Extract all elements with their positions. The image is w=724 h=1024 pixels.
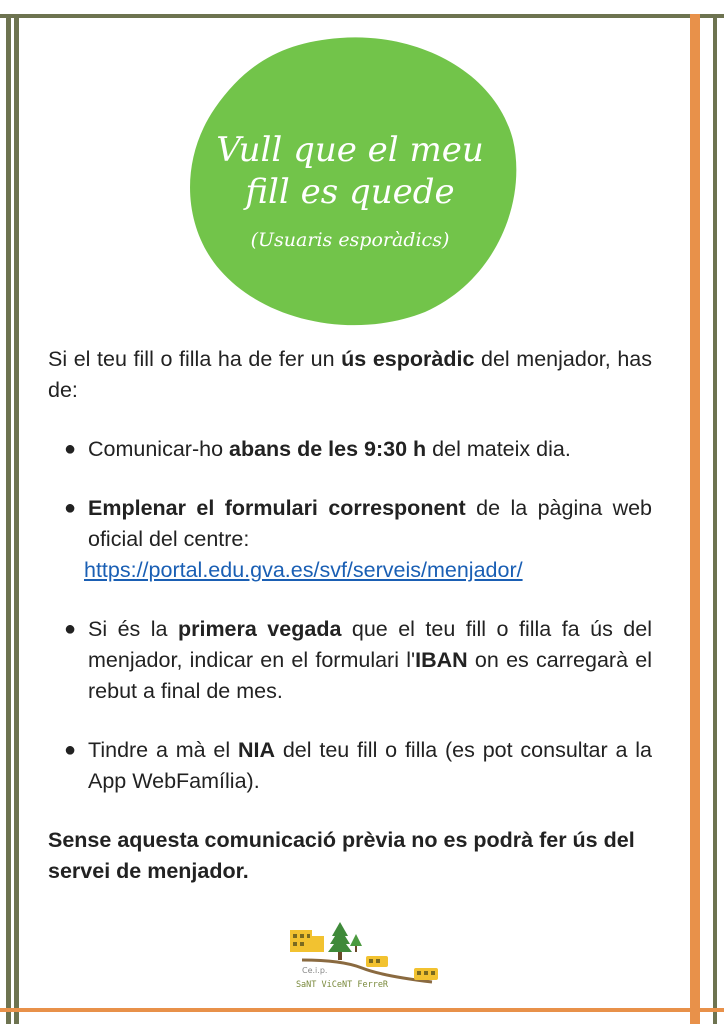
item-bold: Emplenar el formulari corresponent <box>88 496 466 520</box>
logo-ceip-label: Ce.i.p. <box>302 966 328 975</box>
item-text-end: on es carregarà el rebut a final de mes. <box>88 648 652 703</box>
intro-text-end: del menjador, has de: <box>48 347 652 402</box>
item-text: Comunicar-ho <box>88 437 229 461</box>
page-subtitle: (Usuaris esporàdics) <box>250 229 450 251</box>
intro-bold: ús esporàdic <box>341 347 475 371</box>
bullet-icon: ● <box>64 739 77 761</box>
link-line <box>84 555 652 586</box>
requirements-list <box>48 434 652 797</box>
item-text: Tindre a mà el <box>88 738 238 762</box>
bullet-icon: ● <box>64 618 77 640</box>
frame-bottom-border <box>0 1008 724 1012</box>
item-text-end: del mateix dia. <box>426 437 571 461</box>
bullet-icon: ● <box>64 497 77 519</box>
frame-top-border <box>0 14 724 18</box>
main-content <box>48 344 652 887</box>
page-title-line-2: fill es quede <box>245 172 455 212</box>
menjador-form-link[interactable]: https://portal.edu.gva.es/svf/serveis/menjador/ <box>84 558 523 582</box>
frame-right-edge-border <box>713 14 717 1024</box>
frame-left-border <box>6 14 11 1024</box>
item-bold: primera vegada <box>177 617 342 641</box>
logo-school-name: SaNT ViCeNT FerreR <box>295 980 389 990</box>
intro-paragraph <box>48 344 652 406</box>
closing-note: Sense aquesta comunicació prèvia no es podrà fer ús del servei de menjador. <box>48 828 635 883</box>
bullet-icon: ● <box>64 438 77 460</box>
item-text-mid: que el teu fill o filla fa ús del menjador, indicar en el formulari l' <box>88 617 652 672</box>
item-text-end: de la pàgina web oficial del centre: <box>88 496 653 551</box>
frame-left-border-inner <box>14 14 19 1024</box>
list-item <box>48 735 652 797</box>
list-item <box>48 434 652 465</box>
list-item <box>48 493 652 586</box>
item-bold: NIA <box>237 738 276 762</box>
page-title-line-1: Vull que el meu <box>216 130 484 170</box>
item-text-end: del teu fill o filla (es pot consultar a la App WebFamília). <box>88 738 652 793</box>
intro-text: Si el teu fill o filla ha de fer un <box>48 347 342 371</box>
item-bold-iban: IBAN <box>415 648 468 672</box>
item-text: Si és la <box>88 617 178 641</box>
item-bold: abans de les 9:30 h <box>229 437 427 461</box>
list-item <box>48 614 652 707</box>
frame-right-border <box>690 14 700 1024</box>
